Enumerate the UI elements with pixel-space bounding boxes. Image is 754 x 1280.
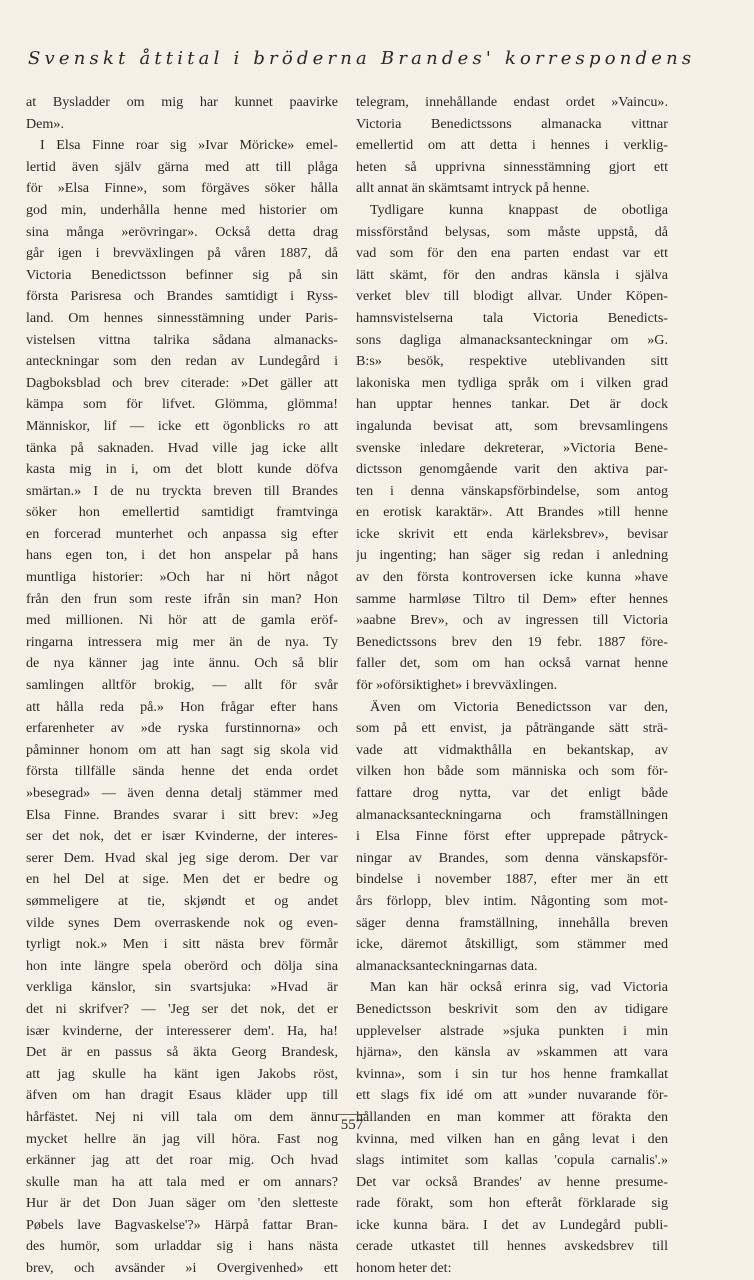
text-line: cerade utkastet till hennes avskedsbrev till	[356, 1238, 668, 1255]
text-line: hamnsvistelserna tala Victoria Benedicts-	[356, 309, 668, 326]
text-line: att jag skulle ha känt igen Jakobs röst,	[26, 1065, 338, 1082]
left-column	[26, 92, 338, 1280]
text-line: vilken hon både som människa och som för-	[356, 763, 668, 780]
text-line: tänka på saknaden. Hvad ville jag icke allt	[26, 439, 338, 456]
text-line: tyrligt nok.» Men i sitt nästa brev förmår	[26, 936, 338, 953]
text-line: han upptar hennes tankar. Det är dock	[356, 396, 668, 413]
text-line: god min, underhålla henne med historier om	[26, 201, 338, 218]
page-number: 557	[340, 1117, 364, 1133]
text-line: hon inte längre spela oberörd och dölja sina	[26, 957, 338, 974]
text-line: muntliga historier: »Och har ni hört något	[26, 569, 338, 586]
text-line: går igen i brevväxlingen på våren 1887, då	[26, 245, 338, 262]
text-line: Elsa Finne. Brandes svarar i sitt brev: »Jeg	[26, 806, 338, 823]
text-line: påminner honom om att han sagt sig skola vid	[26, 741, 338, 758]
text-line: brev, och avsänder »i Overgivenhed» ett	[26, 1260, 338, 1277]
text-line: slags intimitet som kallas 'copula carnalis'.»	[356, 1152, 668, 1169]
text-line: ser det nok, det er især Kvinderne, der interes-	[26, 828, 338, 845]
text-line: svenske inledare dekreterar, »Victoria Bene-	[356, 439, 668, 456]
text-line: honom heter det:	[356, 1260, 452, 1277]
text-line: vilde synes Dem overraskende nok og even-	[26, 914, 338, 931]
text-line: söker hon emellertid samtidigt framtvinga	[26, 504, 338, 521]
text-line: det ni skrifver? — 'Jeg ser det nok, det er	[26, 1000, 338, 1017]
text-line: icke kunna bära. I det av Lundegård publi-	[356, 1216, 668, 1233]
text-line: erfarenheter av »de ryska furstinnorna» och	[26, 720, 338, 737]
text-line: med millionen. Ni hör att de gamla eröf-	[26, 612, 338, 629]
text-line: Tydligare kunna knappast de obotliga	[370, 201, 668, 218]
text-line: lertid även själv gärna med att till plåga	[26, 158, 338, 175]
text-line: at Bysladder om mig har kunnet paavirke	[26, 94, 338, 110]
text-line: B:s» besök, respektive uteblivanden sitt	[356, 353, 668, 370]
text-line: upplevelser alstrade »sjuka punkten i min	[356, 1022, 668, 1039]
text-line: lakoniska men tydliga språk om i vilken grad	[356, 374, 668, 391]
text-line: faller det, som om han också varnat henne	[356, 655, 668, 672]
text-line: vistelsen vittna talrika sådana almanacks-	[26, 331, 338, 348]
text-line: ju ingenting; han säger sig redan i anledning	[356, 547, 668, 564]
text-line: ten i denna vänskapsförbindelse, som antog	[356, 482, 668, 499]
text-line: de nya känner jag inte ännu. Och så blir	[26, 655, 338, 672]
text-line: Benedictsson beskrivit som den av tidigare	[356, 1000, 668, 1017]
text-line: av den första kontroversen icke kunna »have	[356, 569, 668, 586]
text-line: telegram, innehållande endast ordet »Vaincu».	[356, 94, 668, 110]
text-line: serer Dem. Hvad skal jeg sige derom. Der var	[26, 849, 338, 866]
text-line: mycket hellre än jag vill höra. Fast nog	[26, 1130, 338, 1147]
text-line: första tillfälle sända henne det enda ordet	[26, 763, 338, 780]
text-line: samme harmløse Tiltro til Dem» efter hennes	[356, 590, 668, 607]
text-line: Dagboksblad och brev citerade: »Det gäller att	[26, 374, 338, 391]
text-line: allt annat än skämtsamt intryck på henne.	[356, 180, 590, 197]
text-line: vade att vidmakthålla en bekantskap, av	[356, 741, 668, 758]
text-line: Människor, lif — icke ett ögonblicks ro att	[26, 417, 338, 434]
text-line: heten så upprivna sinnesstämning gjort ett	[356, 158, 668, 175]
text-line: vad som för den ena parten endast var ett	[356, 245, 668, 262]
text-line: rade förakt, som hon efteråt förklarade sig	[356, 1195, 668, 1212]
text-line: första Parisresa och Brandes samtidigt i Ryss-	[26, 288, 338, 305]
text-line: Det var också Brandes' av henne presume-	[356, 1173, 668, 1190]
text-line: skulle man ha att tala med er om annars?	[26, 1173, 338, 1190]
text-line: kasta mig in i, om det blott kunde döfva	[26, 461, 338, 478]
text-line: især kvinderne, der interesserer dem'. Ha, ha!	[26, 1022, 338, 1039]
text-line: almanacksanteckningarnas data.	[356, 957, 538, 974]
text-line: verkliga känslor, sin svartsjuka: »Hvad är	[26, 979, 338, 996]
text-line: icke, däremot åtskilligt, som stämmer med	[356, 936, 668, 953]
text-line: säger denna framställning, innehålla breven	[356, 914, 668, 931]
text-line: i Elsa Finne först efter upprepade påtryck-	[356, 828, 668, 845]
text-line: ningar av Brandes, som denna vänskapsför-	[356, 849, 668, 866]
text-line: Dem».	[26, 115, 64, 132]
text-line: erkänner jag att det roar mig. Och hvad	[26, 1152, 338, 1169]
text-line: hårfästet. Nej ni vill tala om dem ännu	[26, 1108, 338, 1125]
text-line: från den frun som reste ifrån sin man? Hon	[26, 590, 338, 607]
text-line: att hålla reda på.» Hon frågar efter hans	[26, 698, 338, 715]
text-line: kvinna», som i sin tur hos henne framkallat	[356, 1065, 668, 1082]
text-line: som på ett envist, ja påträngande sätt strä-	[356, 720, 668, 737]
text-line: Pøbels lave Bagvaskelse'?» Härpå fattar Bran-	[26, 1216, 338, 1233]
text-line: för »Elsa Finne», som förgäves söker hålla	[26, 180, 338, 197]
text-line: missförstånd belysas, som måste uppstå, då	[356, 223, 668, 240]
text-line: Även om Victoria Benedictsson var den,	[370, 698, 668, 715]
text-line: en hel Del at sige. Men det er bedre og	[26, 871, 338, 888]
text-line: kämpa som för lifvet. Glömma, glömma!	[26, 396, 338, 413]
text-line: ingalunda bevisat att, som brevsamlingens	[356, 417, 668, 434]
text-line: Det är en passus så äkta Georg Brandesk,	[26, 1044, 338, 1061]
text-line: des humör, som urladdar sig i hans nästa	[26, 1238, 338, 1255]
text-line: en forcerad munterhet och anpassa sig efter	[26, 525, 338, 542]
text-line: verket blev till blodigt allvar. Under Köpen-	[356, 288, 668, 305]
text-line: kvinna, med vilken han en gång levat i den	[356, 1130, 668, 1147]
text-line: bindelse i november 1887, efter mer än ett	[356, 871, 668, 888]
text-line: sina många »erövringar». Också detta drag	[26, 223, 338, 240]
text-line: hans egen ton, i det hon anspelar på hans	[26, 547, 338, 564]
text-line: sons dagliga almanacksanteckningar om »G.	[356, 331, 668, 348]
text-line: Victoria Benedictssons almanacka vittnar	[356, 115, 668, 132]
text-line: Victoria Benedictsson befinner sig på sin	[26, 266, 338, 283]
text-line: »aabne Brev», och av ingressen till Victoria	[356, 612, 668, 629]
text-line: en erotisk karaktär». Att Brandes »till henne	[356, 504, 668, 521]
text-line: för »oförsiktighet» i brevväxlingen.	[356, 677, 558, 694]
text-line: fattare drog nytta, var det enligt både	[356, 785, 668, 801]
text-line: ett slags fix idé om att »under nuvarande för-	[356, 1087, 668, 1104]
text-line: äfven om han dragit Esaus kläder upp till	[26, 1087, 338, 1104]
text-line: »besegrad» — även denna detalj stämmer med	[26, 785, 338, 801]
text-line: emellertid om att detta i hennes i verklig-	[356, 137, 668, 154]
text-line: Hur är det Don Juan säger om 'den sletteste	[26, 1195, 338, 1212]
text-line: dictsson genomgående varit den aktiva par-	[356, 461, 668, 478]
text-line: lätt skämt, för den andras känsla i själva	[356, 266, 668, 283]
text-line: samlingen alltför brokig, — allt för svår	[26, 677, 338, 694]
text-line: land. Om hennes sinnesstämning under Paris-	[26, 309, 338, 326]
text-line: icke skrivit ett enda kärleksbrev», bevisar	[356, 525, 668, 542]
text-line: sømmeligere at tie, skjøndt et og andet	[26, 892, 338, 909]
right-column	[356, 92, 668, 1280]
text-line: Benedictssons brev den 19 febr. 1887 före-	[356, 633, 668, 650]
text-line: smärtan.» I de nu tryckta breven till Brandes	[26, 482, 338, 499]
text-line: almanacksanteckningarna och framställningen	[356, 806, 668, 823]
text-line: års förlopp, blev intim. Någonting som mot-	[356, 892, 668, 909]
text-line: anteckningar som den redan av Lundegård i	[26, 353, 338, 370]
running-head: Svenskt åttital i bröderna Brandes' korrespondens	[28, 48, 696, 69]
folio-rule	[336, 1114, 368, 1115]
text-line: Man kan här också erinra sig, vad Victoria	[370, 979, 668, 996]
text-line: hjärna», den känsla av »skammen att vara	[356, 1044, 668, 1061]
text-line: ringarna intressera mig mer än de nya. Ty	[26, 633, 338, 650]
text-line: hållanden en man kommer att förakta den	[356, 1108, 668, 1125]
text-line: I Elsa Finne roar sig »Ivar Möricke» emel-	[40, 137, 338, 154]
